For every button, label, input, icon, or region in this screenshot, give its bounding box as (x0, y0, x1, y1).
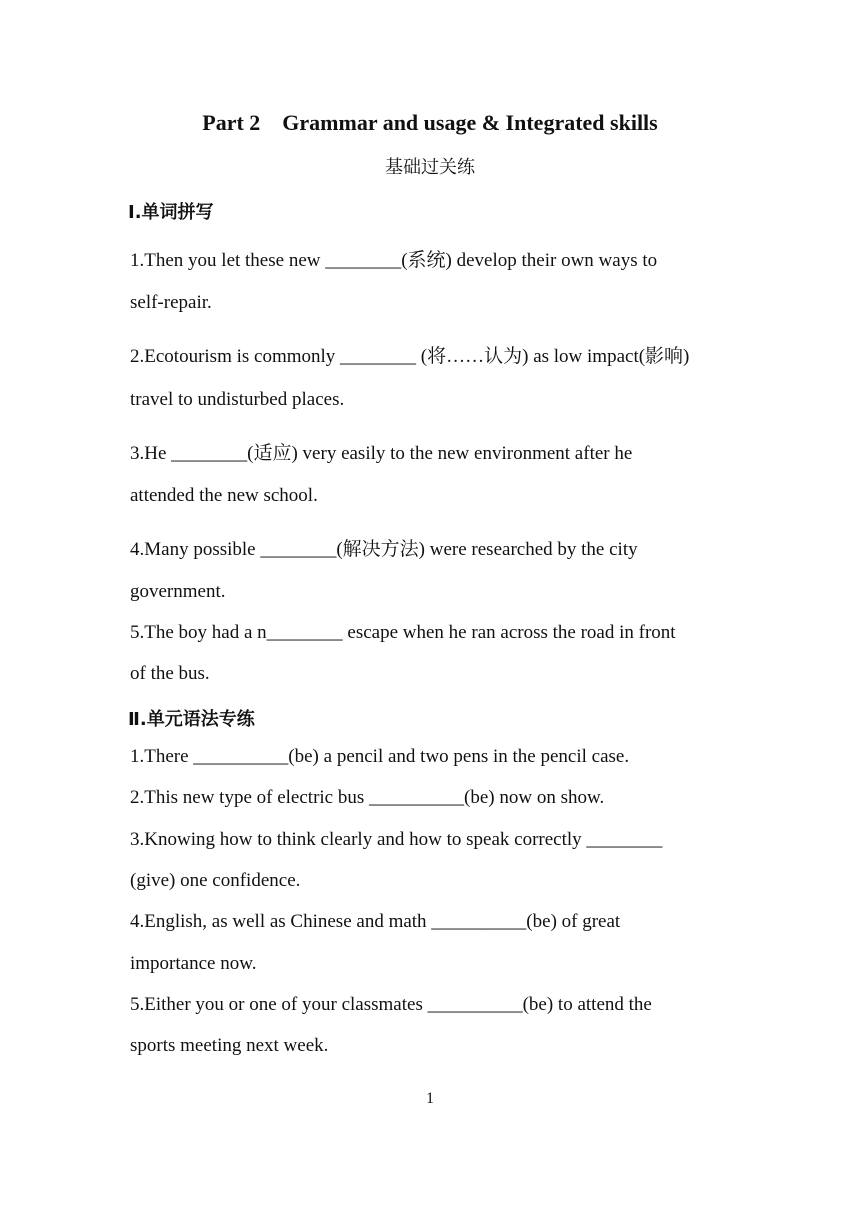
exercise-line: sports meeting next week. (130, 1035, 329, 1056)
page-number: 1 (426, 1090, 434, 1107)
page-subtitle: 基础过关练 (385, 157, 475, 178)
exercise-line: 5.The boy had a n________ escape when he ran across the road in front (130, 622, 676, 643)
exercise-line: 4.English, as well as Chinese and math __________(be) of great (130, 911, 621, 932)
exercise-line: 5.Either you or one of your classmates __________(be) to attend the (130, 994, 652, 1015)
exercise-line: 2.This new type of electric bus __________(be) now on show. (130, 787, 605, 808)
exercise-line: attended the new school. (130, 485, 318, 506)
exercise-line: 2.Ecotourism is commonly ________ (将……认为) as low impact(影响) (130, 346, 690, 367)
exercise-line: 4.Many possible ________(解决方法) were researched by the city (130, 539, 638, 560)
exercise-line: travel to undisturbed places. (130, 389, 345, 410)
exercise-line: importance now. (130, 953, 257, 974)
page-title: Part 2 Grammar and usage & Integrated skills (202, 110, 658, 135)
exercise-line: of the bus. (130, 663, 210, 684)
exercise-line: (give) one confidence. (130, 870, 301, 891)
exercise-line: self-repair. (130, 292, 212, 313)
exercise-line: 1.There __________(be) a pencil and two pens in the pencil case. (130, 746, 630, 767)
section-heading-grammar: Ⅱ.单元语法专练 (128, 709, 255, 730)
exercise-line: 1.Then you let these new ________(系统) develop their own ways to (130, 250, 658, 271)
exercise-line: 3.Knowing how to think clearly and how to speak correctly ________ (130, 829, 663, 850)
exercise-line: government. (130, 581, 226, 602)
exercise-line: 3.He ________(适应) very easily to the new environment after he (130, 443, 633, 464)
section-heading-vocabulary: Ⅰ.单词拼写 (128, 202, 214, 223)
